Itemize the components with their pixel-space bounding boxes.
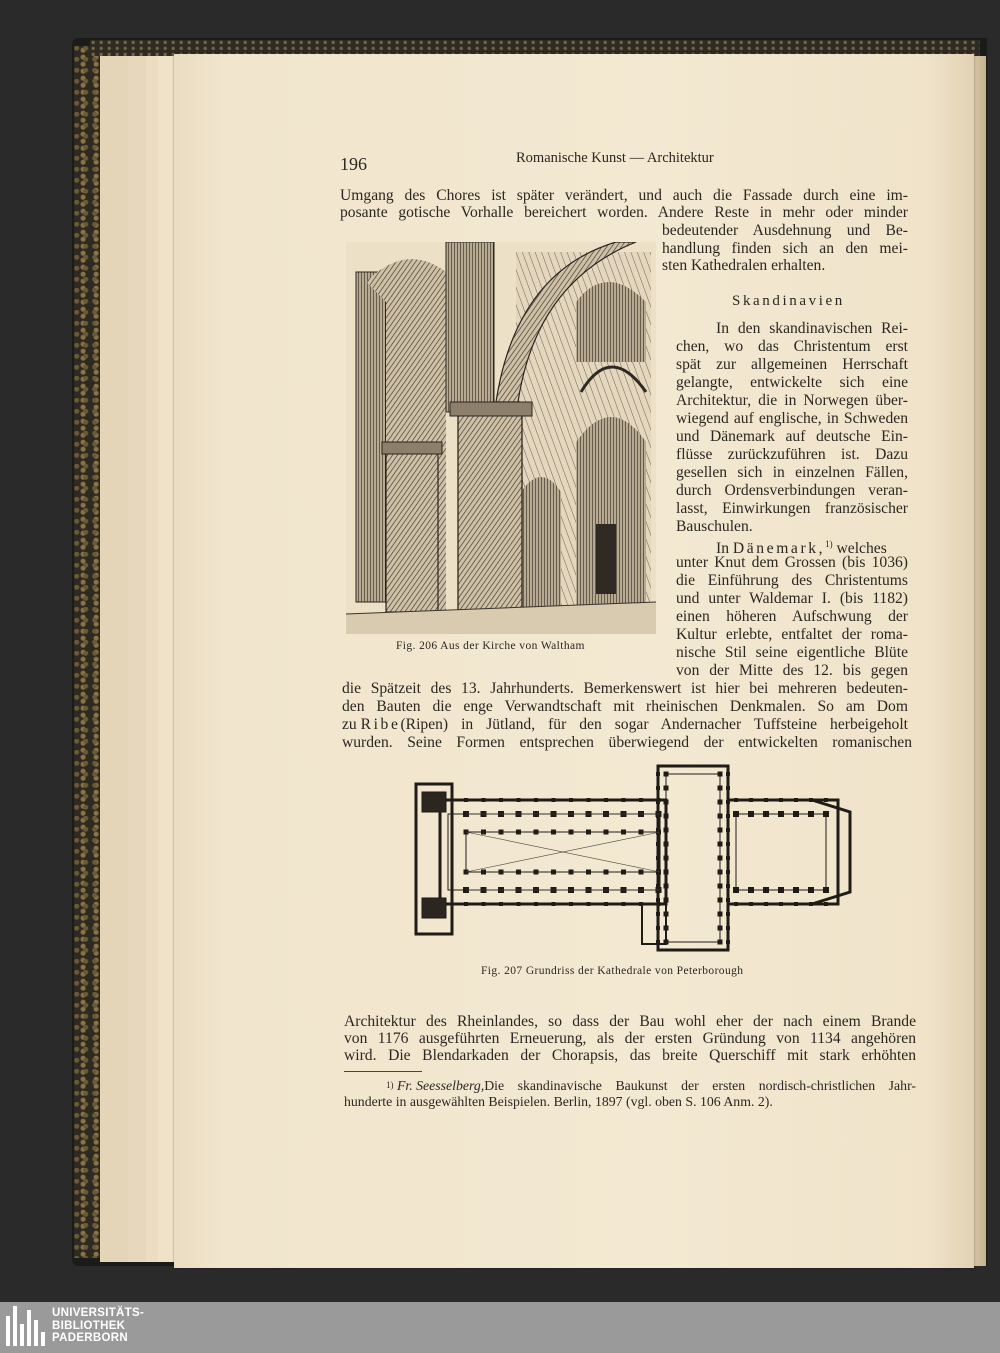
pier-mark — [622, 902, 626, 906]
pier-mark — [718, 800, 723, 805]
text-line: von 1176 ausgeführten Erneuerung, als der ersten Gründung von 1134 angehören — [344, 1030, 916, 1047]
pier-mark — [481, 870, 486, 875]
library-footer-bar — [0, 1302, 1000, 1353]
pier-mark — [734, 902, 738, 906]
figure-206-engraving — [346, 242, 656, 634]
library-logo-icon — [6, 1306, 46, 1350]
pier-mark — [664, 926, 669, 931]
pier-mark — [726, 926, 730, 930]
pier-mark — [551, 830, 556, 835]
pier-mark — [718, 842, 723, 847]
pier-mark — [639, 870, 644, 875]
pier-mark — [534, 830, 539, 835]
pier-mark — [499, 902, 503, 906]
text-fragment: zu — [342, 716, 357, 733]
pier-mark — [726, 814, 730, 818]
pier-mark — [587, 798, 591, 802]
text-line: flüsse zurückzuführen ist. Dazu — [676, 446, 908, 463]
pier-mark — [734, 798, 738, 802]
text-fragment: (Ripen) in Jütland, für den sogar Andernacher Tuffsteine herbeigeholt — [400, 716, 908, 733]
pier-mark — [718, 884, 723, 889]
pier-mark — [726, 800, 730, 804]
pier-mark — [749, 902, 753, 906]
pier-mark — [621, 870, 626, 875]
page-right-edge — [972, 56, 986, 1266]
pier-mark — [664, 912, 669, 917]
pier-mark — [656, 898, 660, 902]
pier-mark — [639, 798, 643, 802]
logo-line: UNIVERSITÄTS- — [52, 1307, 145, 1319]
marbled-cover-edge — [74, 46, 102, 1258]
pier-mark — [621, 830, 626, 835]
pier-mark — [718, 814, 723, 819]
section-heading: Skandinavien — [732, 293, 845, 309]
pier-mark — [569, 798, 573, 802]
pier-mark — [656, 940, 660, 944]
pier-mark — [656, 912, 660, 916]
page-edge — [100, 56, 131, 1262]
pier-mark — [604, 902, 608, 906]
pier-mark — [809, 902, 813, 906]
pier-mark — [748, 811, 754, 817]
text-line: bedeutender Ausdehnung und Be- — [662, 222, 908, 239]
pier-mark — [656, 786, 660, 790]
text-line: und Dänemark auf deutsche Ein- — [676, 428, 908, 445]
text-line: wiegend auf englische, in Schweden — [676, 410, 908, 427]
pier-mark — [733, 811, 739, 817]
pier-mark — [664, 786, 669, 791]
text-line: wurden. Seine Formen entsprechen überwiegend der entwickelten romanischen — [342, 734, 912, 751]
text-line: Umgang des Chores ist später verändert, und auch die Fassade durch eine im- — [340, 187, 908, 204]
pier-mark — [482, 798, 486, 802]
figure-207-ground-plan — [412, 762, 856, 958]
pier-mark — [779, 798, 783, 802]
figure-207-caption: Fig. 207 Grundriss der Kathedrale von Peterborough — [481, 965, 744, 977]
pier-mark — [748, 887, 754, 893]
pier-mark — [656, 772, 660, 776]
text-line: gesellen sich in einzelnen Fällen, — [676, 464, 908, 481]
text-line: unter Knut dem Grossen (bis 1036) — [676, 554, 908, 571]
library-logo-text — [52, 1307, 144, 1345]
text-line: Architektur des Rheinlandes, so dass der Bau wohl eher der nach einem Brande — [344, 1013, 916, 1030]
pier-mark — [726, 856, 730, 860]
text-line: chen, wo das Christentum erst — [676, 338, 908, 355]
text-line — [342, 716, 908, 734]
figure-206-caption: Fig. 206 Aus der Kirche von Waltham — [396, 640, 585, 652]
pier-mark — [779, 902, 783, 906]
pier-mark — [763, 887, 769, 893]
running-head: Romanische Kunst — Architektur — [516, 150, 714, 166]
pier-mark — [664, 940, 669, 945]
pier-mark — [764, 798, 768, 802]
pier-mark — [656, 828, 660, 832]
logo-line: PADERBORN — [52, 1332, 128, 1344]
pier-mark — [516, 830, 521, 835]
pier-mark — [664, 772, 669, 777]
pier-mark — [726, 898, 730, 902]
pier-mark — [718, 856, 723, 861]
pier-mark — [718, 912, 723, 917]
pier-mark — [622, 798, 626, 802]
pier-mark — [823, 887, 829, 893]
footnote-text: Die skandinavische Baukunst der ersten nordisch-christlichen Jahr- — [484, 1078, 916, 1093]
text-line: Kultur erlebte, entfaltet der roma- — [676, 626, 908, 643]
text-line: nische Stil seine eigentliche Blüte — [676, 644, 908, 661]
pier-mark — [516, 870, 521, 875]
pier-mark — [793, 887, 799, 893]
pier-mark — [664, 856, 669, 861]
pier-mark — [664, 870, 669, 875]
pier-mark — [517, 798, 521, 802]
pier-mark — [569, 870, 574, 875]
footnote-line: hunderte in ausgewählten Beispielen. Berlin, 1897 (vgl. oben S. 106 Anm. 2). — [344, 1094, 773, 1109]
pier-mark — [656, 856, 660, 860]
spaced-name: Ribe — [360, 716, 401, 733]
pier-mark — [604, 870, 609, 875]
pier-mark — [726, 884, 730, 888]
pier-mark — [733, 887, 739, 893]
pier-mark — [552, 798, 556, 802]
pier-mark — [604, 830, 609, 835]
pier-mark — [534, 902, 538, 906]
pier-mark — [499, 798, 503, 802]
pier-mark — [656, 884, 660, 888]
pier-mark — [586, 830, 591, 835]
pier-mark — [656, 800, 660, 804]
text-line: sten Kathedralen erhalten. — [662, 257, 826, 274]
pier-mark — [726, 772, 730, 776]
pier-mark — [664, 898, 669, 903]
pier-mark — [764, 902, 768, 906]
footnote-author: Fr. Seesselberg, — [396, 1078, 485, 1093]
pier-mark — [639, 830, 644, 835]
text-line: durch Ordensverbindungen veran- — [676, 482, 908, 499]
text-line: den Bauten die enge Verwandtschaft mit rheinischen Denkmalen. So am Dom — [342, 698, 908, 715]
pier-mark — [534, 870, 539, 875]
pier-mark — [763, 811, 769, 817]
text-line: und unter Waldemar I. (bis 1182) — [676, 590, 908, 607]
pier-mark — [482, 902, 486, 906]
footnote-mark: 1) — [386, 1080, 394, 1090]
pier-mark — [823, 811, 829, 817]
text-line: die Einführung des Christentums — [676, 572, 908, 589]
pier-mark — [517, 902, 521, 906]
pier-mark — [552, 902, 556, 906]
pier-mark — [586, 870, 591, 875]
pier-mark — [551, 870, 556, 875]
pier-mark — [718, 940, 723, 945]
pier-mark — [726, 786, 730, 790]
pier-mark — [726, 842, 730, 846]
text-line: handlung finden sich an den mei- — [662, 240, 908, 257]
pier-mark — [718, 898, 723, 903]
pier-mark — [656, 926, 660, 930]
text-line: posante gotische Vorhalle bereichert worden. Andere Reste in mehr oder minder — [340, 204, 908, 221]
pier-mark — [808, 887, 814, 893]
footnote-ref: 1) — [825, 539, 833, 549]
pier-mark — [794, 902, 798, 906]
pier-mark — [718, 786, 723, 791]
page-number: 196 — [340, 154, 367, 174]
spaced-name: Dänemark, — [732, 540, 826, 558]
pier-mark — [569, 830, 574, 835]
pier-mark — [664, 842, 669, 847]
pier-mark — [664, 814, 669, 819]
pier-mark — [718, 926, 723, 931]
pier-mark — [726, 870, 730, 874]
text-line: die Spätzeit des 13. Jahrhunderts. Bemerkenswert ist hier bei mehreren bedeuten- — [342, 680, 908, 697]
pier-mark — [464, 902, 468, 906]
text-line: einen höheren Aufschwung der — [676, 608, 908, 625]
pier-mark — [726, 912, 730, 916]
text-line: von der Mitte des 12. bis gegen — [676, 662, 908, 679]
pier-mark — [718, 828, 723, 833]
text-line: wird. Die Blendarkaden der Chorapsis, das breite Querschiff mit stark erhöhten — [344, 1047, 916, 1064]
pier-mark — [824, 902, 828, 906]
pier-mark — [793, 811, 799, 817]
pier-mark — [778, 887, 784, 893]
footnote-rule — [344, 1071, 422, 1072]
text-line: In den skandinavischen Rei- — [716, 320, 908, 337]
pier-mark — [604, 798, 608, 802]
text-line: Bauschulen. — [676, 518, 753, 535]
text-fragment: In — [716, 540, 733, 558]
footnote-line — [386, 1077, 916, 1094]
pier-mark — [718, 870, 723, 875]
pier-mark — [664, 828, 669, 833]
pier-mark — [464, 798, 468, 802]
pier-mark — [656, 814, 660, 818]
pier-mark — [718, 772, 723, 777]
pier-mark — [809, 798, 813, 802]
pier-mark — [569, 902, 573, 906]
pier-mark — [656, 842, 660, 846]
pier-mark — [726, 940, 730, 944]
pier-mark — [824, 798, 828, 802]
pier-mark — [481, 830, 486, 835]
text-line: gelangte, entwickelte sich eine — [676, 374, 908, 391]
text-line: Architektur, die in Norwegen über- — [676, 392, 908, 409]
text-fragment: welches — [832, 540, 887, 558]
pier-mark — [749, 798, 753, 802]
pier-mark — [778, 811, 784, 817]
pier-mark — [639, 902, 643, 906]
pier-mark — [499, 830, 504, 835]
text-line: spät zur allgemeinen Herrschaft — [676, 356, 908, 373]
pier-mark — [794, 798, 798, 802]
text-line: lasst, Einwirkungen französischer — [676, 500, 908, 517]
pier-mark — [534, 798, 538, 802]
pier-mark — [587, 902, 591, 906]
pier-mark — [664, 800, 669, 805]
pier-mark — [808, 811, 814, 817]
pier-mark — [726, 828, 730, 832]
pier-mark — [664, 884, 669, 889]
logo-line: BIBLIOTHEK — [52, 1319, 126, 1332]
pier-mark — [657, 902, 661, 906]
pier-mark — [499, 870, 504, 875]
